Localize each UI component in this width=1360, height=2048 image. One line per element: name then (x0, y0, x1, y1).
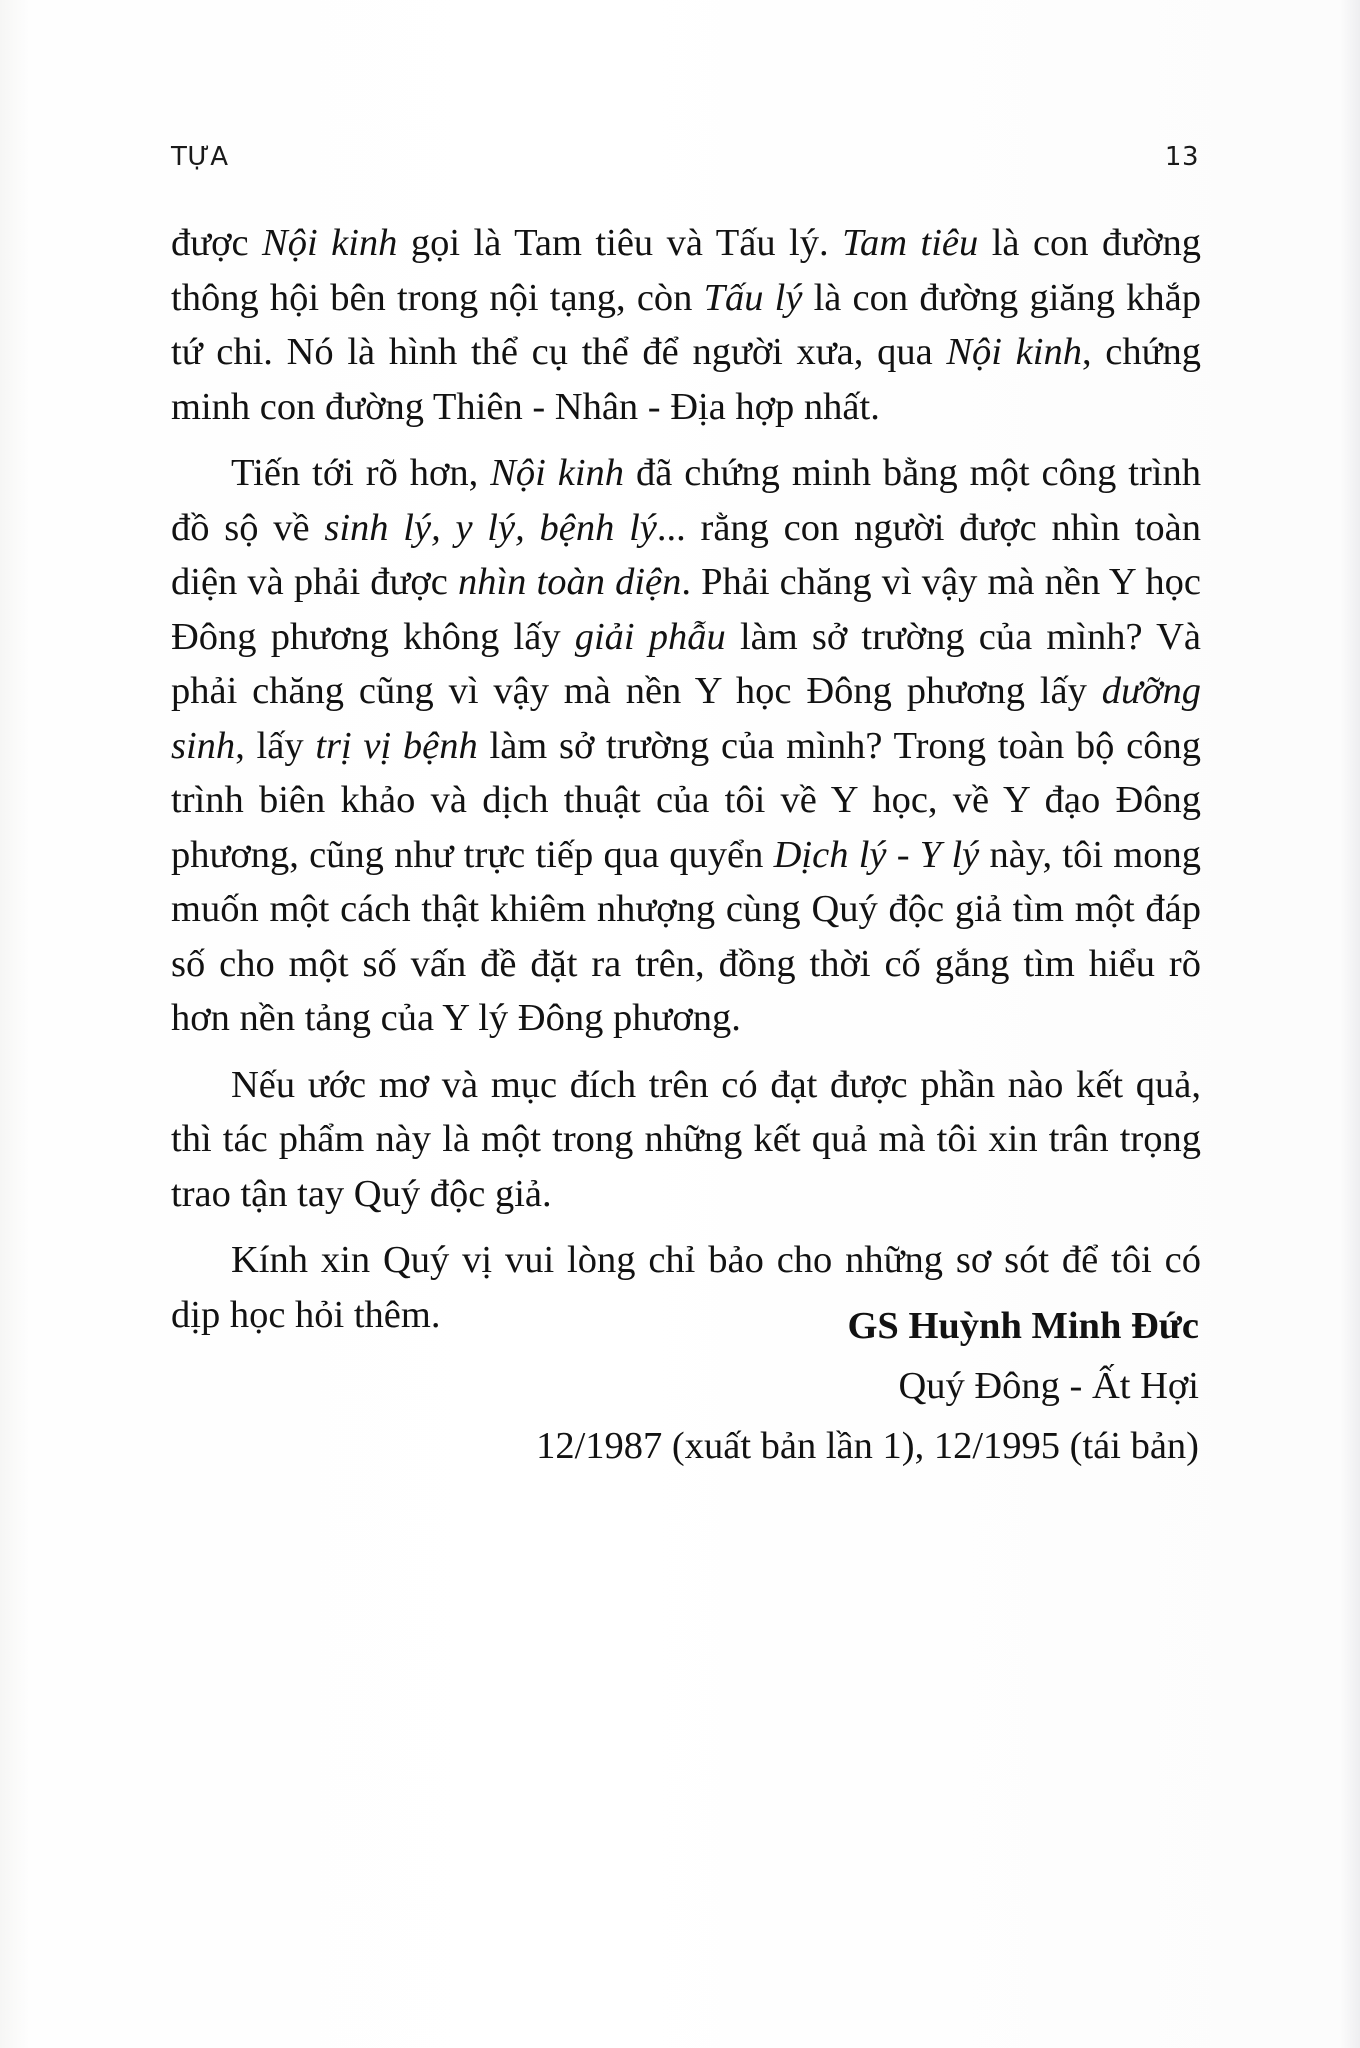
paragraph (171, 216, 1201, 434)
text-run: gọi là Tam tiêu và Tấu lý. (397, 222, 843, 264)
italic-term: nhìn toàn diện (457, 561, 682, 603)
text-run: là con đường thông hội bên trong nội tạng, còn (171, 222, 1201, 319)
publication-dates: 12/1987 (xuất bản lần 1), 12/1995 (tái bản) (536, 1425, 1199, 1467)
italic-term: Nội kinh (946, 331, 1082, 373)
italic-term: Nội kinh (490, 452, 625, 494)
paragraph (171, 1058, 1201, 1222)
season-year: Quý Đông - Ất Hợi (898, 1365, 1199, 1407)
text-run: Kính xin Quý vị vui lòng chỉ bảo cho những sơ sót để tôi có dịp học hỏi thêm. (171, 1239, 1201, 1336)
italic-term: giải phẫu (574, 615, 726, 658)
italic-term: dưỡng sinh (171, 670, 1201, 767)
text-run: được (171, 222, 263, 264)
text-run: , lấy (235, 724, 316, 767)
italic-term: Tam tiêu (842, 222, 979, 264)
italic-term: sinh lý, y lý, bệnh lý (324, 506, 657, 549)
italic-term: Tấu lý (703, 276, 803, 319)
italic-term: trị vị bệnh (315, 724, 478, 767)
text-run: , chứng minh con đường Thiên - Nhân - Địa hợp nhất. (171, 331, 1201, 428)
signature-block (536, 1296, 1199, 1476)
author-name: GS Huỳnh Minh Đức (847, 1305, 1199, 1347)
page-number: 13 (1164, 142, 1199, 172)
paragraph (171, 446, 1201, 1046)
italic-term: Dịch lý - Y lý (773, 833, 980, 876)
text-run: làm sở trường của mình? Và phải chăng cũng vì vậy mà nền Y học Đông phương lấy (171, 615, 1201, 712)
text-run: Tiến tới rõ hơn, (231, 452, 491, 494)
text-run: ... rằng con người được nhìn toàn diện và phải được (171, 506, 1201, 603)
text-run: này, tôi mong muốn một cách thật khiêm nhượng cùng Quý độc giả tìm một đáp số cho một số vấn đề đặt ra trên, đồng thời cố gắng tìm hiểu rõ hơn nền tảng của Y lý Đông phương. (171, 833, 1202, 1039)
text-run: . Phải chăng vì vậy mà nền Y học Đông phương không lấy (171, 561, 1201, 658)
italic-term: Nội kinh (262, 222, 398, 264)
body-text (171, 216, 1201, 1354)
running-header (171, 142, 1199, 172)
text-run: là con đường giăng khắp tứ chi. Nó là hình thể cụ thể để người xưa, qua (171, 276, 1201, 373)
text-run: Nếu ước mơ và mục đích trên có đạt được phần nào kết quả, thì tác phẩm này là một trong những kết quả mà tôi xin trân trọng trao tận tay Quý độc giả. (171, 1063, 1201, 1215)
text-run: đã chứng minh bằng một công trình đồ sộ về (171, 452, 1201, 549)
text-run: làm sở trường của mình? Trong toàn bộ công trình biên khảo và dịch thuật của tôi về Y học, về Y đạo Đông phương, cũng như trực tiếp qua quyển (171, 724, 1201, 876)
section-title: TỰA (171, 142, 229, 172)
